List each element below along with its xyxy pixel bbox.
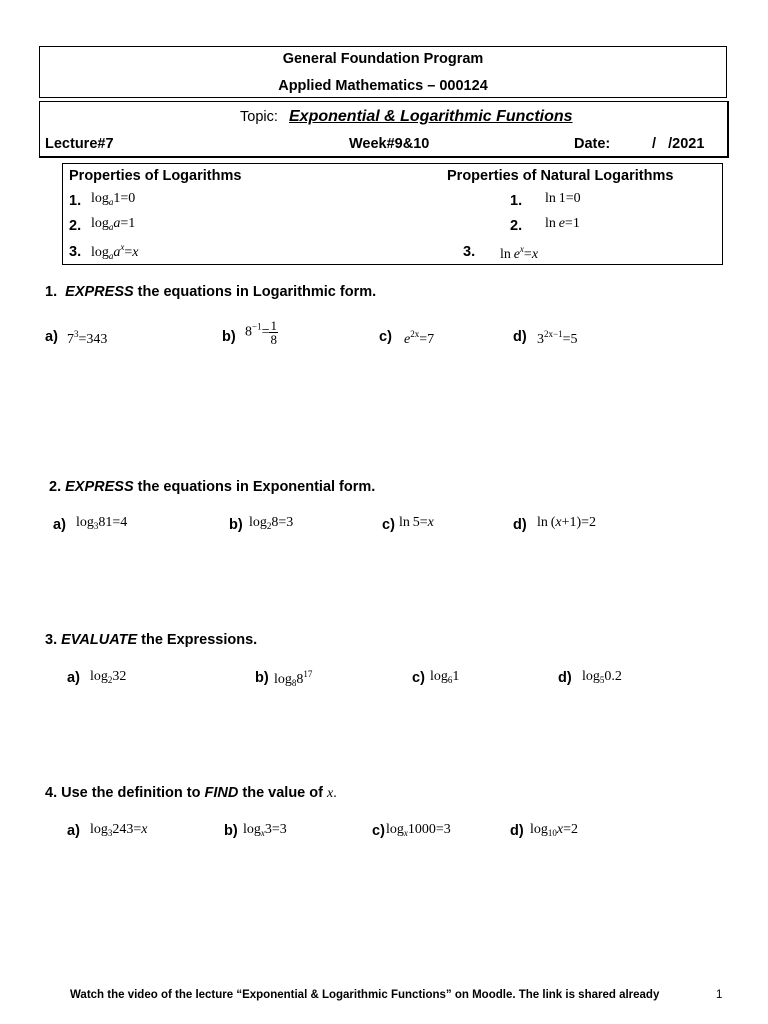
q3-d-expression: $\log_50.2$: [582, 669, 622, 685]
q3-a-label: a): [67, 670, 80, 686]
topic-label: Topic:: [240, 109, 278, 125]
page-number: 1: [716, 989, 723, 1001]
q1-c-label: c): [379, 329, 392, 345]
date-label: Date:: [574, 136, 611, 152]
q3-b-label: b): [255, 670, 269, 686]
q4-b-label: b): [224, 823, 238, 839]
log-property-2: $\log_aa=1$: [91, 216, 136, 232]
week-number: Week#9&10: [349, 136, 430, 152]
ln-property-1: ln 1=0: [545, 191, 581, 206]
q2-a-label: a): [53, 517, 66, 533]
log-property-1: $\log_a1=0$: [91, 191, 136, 207]
q1-c-expression: $e^{2x}=7$: [404, 329, 435, 347]
q2-c-label: c): [382, 517, 395, 533]
item-number: 2.: [69, 218, 82, 234]
properties-box: [62, 163, 723, 265]
q1-d-expression: $3^{2x-1}=5$: [537, 329, 578, 347]
lecture-number: Lecture#7: [45, 136, 114, 152]
item-number: 1.: [69, 193, 82, 209]
course-name: Applied Mathematics – 000124: [278, 78, 488, 94]
question-3-heading: 3. EVALUATE the Expressions.: [45, 632, 258, 648]
q2-d-expression: ln (x+1)=2: [537, 515, 597, 530]
q4-c-label: c): [372, 823, 385, 839]
q4-b-expression: $\log_x3=3$: [243, 822, 287, 838]
question-4-heading: 4. Use the definition to FIND the value of x.: [45, 785, 337, 801]
question-2-heading: 2. EXPRESS the equations in Exponential form.: [49, 479, 376, 495]
question-1-heading: 1. EXPRESS the equations in Logarithmic form.: [45, 284, 377, 300]
header-info-box: [39, 101, 729, 158]
q1-a-label: a): [45, 329, 58, 345]
q2-d-label: d): [513, 517, 527, 533]
ln-property-2: ln e=1: [545, 216, 580, 231]
q1-b-expression: $8^{-1}=$ $\frac{1}{8}$: [245, 318, 277, 347]
item-number: 2.: [510, 218, 523, 234]
q3-b-expression: $\log_88^{17}$: [274, 669, 313, 688]
date-value: / /2021: [652, 136, 705, 152]
q2-b-expression: $\log_28=3$: [249, 515, 294, 531]
log-property-3: $\log_aa^x=x$: [91, 242, 139, 261]
header-title-box: [39, 46, 727, 98]
q4-a-expression: $\log_3243=x$: [90, 822, 148, 838]
log-properties-title: Properties of Logarithms: [69, 168, 242, 184]
q4-c-expression: $\log_x1000=3$: [386, 822, 451, 838]
q3-d-label: d): [558, 670, 572, 686]
item-number: 3.: [69, 244, 82, 260]
q2-c-expression: ln 5=x: [399, 515, 434, 530]
ln-properties-title: Properties of Natural Logarithms: [447, 168, 674, 184]
q1-d-label: d): [513, 329, 527, 345]
footer-note: Watch the video of the lecture “Exponential & Logarithmic Functions” on Moodle. The link is shared already: [70, 989, 660, 1001]
q4-d-label: d): [510, 823, 524, 839]
topic-title: Exponential & Logarithmic Functions: [289, 108, 573, 125]
q4-a-label: a): [67, 823, 80, 839]
q3-a-expression: $\log_232$: [90, 669, 127, 685]
q4-d-expression: $\log_{10}x=2$: [530, 822, 579, 838]
q2-a-expression: $\log_381=4$: [76, 515, 128, 531]
q1-b-label: b): [222, 329, 236, 345]
ln-property-3: $\ln e^x=x$: [500, 244, 539, 262]
program-name: General Foundation Program: [282, 51, 484, 67]
q3-c-expression: $\log_61$: [430, 669, 460, 685]
item-number: 3.: [463, 244, 476, 260]
item-number: 1.: [510, 193, 523, 209]
q2-b-label: b): [229, 517, 243, 533]
q3-c-label: c): [412, 670, 425, 686]
q1-a-expression: $7^3=343$: [67, 329, 108, 347]
